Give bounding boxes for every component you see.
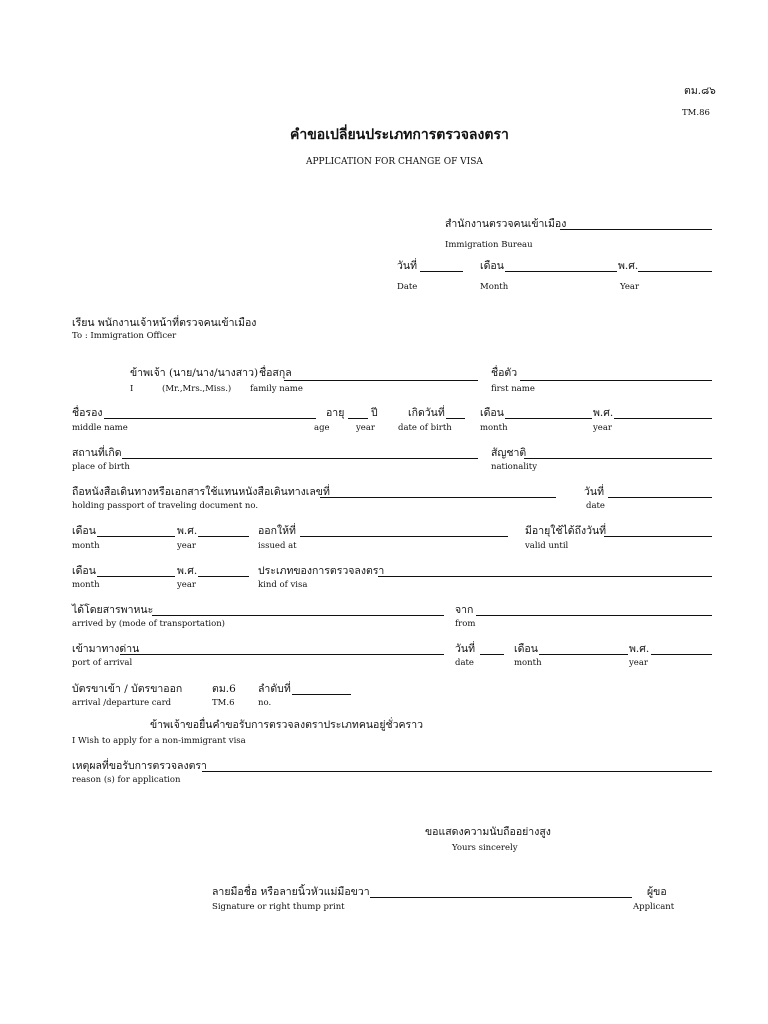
middle-name-en: middle name <box>72 423 128 433</box>
signature-thai: ลายมือชื่อ หรือลายนิ้วหัวแม่มือขวา <box>212 886 370 898</box>
issue-month-en: month <box>72 541 100 551</box>
arrival-month-thai: เดือน <box>514 643 538 655</box>
issued-at-field[interactable] <box>300 536 508 537</box>
wish-thai: ข้าพเจ้าขอยื่นคำขอรับการตรวจลงตราประเภทคนอยู่ชั่วคราว <box>150 719 423 731</box>
arrived-by-field[interactable] <box>152 615 444 616</box>
day-label-thai: วันที่ <box>397 260 417 272</box>
bureau-thai: สำนักงานตรวจคนเข้าเมือง <box>445 218 567 230</box>
kind-of-visa-thai: ประเภทของการตรวจลงตรา <box>258 565 385 577</box>
tm6-thai: ตม.6 <box>212 683 236 695</box>
from-thai: จาก <box>455 604 474 616</box>
visa-month-en: month <box>72 580 100 590</box>
port-of-arrival-field[interactable] <box>120 654 444 655</box>
visa-year-en: year <box>177 580 196 590</box>
tm6-en: TM.6 <box>212 698 235 708</box>
applicant-en: Applicant <box>633 902 675 912</box>
place-of-birth-en: place of birth <box>72 462 130 472</box>
issued-at-thai: ออกให้ที่ <box>258 525 296 537</box>
dob-month-thai: เดือน <box>480 407 504 419</box>
i-thai: ข้าพเจ้า (นาย/นาง/นางสาว) <box>130 367 259 379</box>
issue-month-thai: เดือน <box>72 525 96 537</box>
family-name-en: family name <box>250 384 303 394</box>
i-en: I <box>130 384 134 394</box>
passport-no-en: holding passport of traveling document no. <box>72 501 259 511</box>
nationality-en: nationality <box>491 462 537 472</box>
arrived-by-thai: ได้โดยสารพาหนะ <box>72 604 154 616</box>
age-thai: อายุ <box>326 407 345 419</box>
closing-en: Yours sincerely <box>452 843 518 853</box>
middle-name-field[interactable] <box>104 418 316 419</box>
arrival-date-thai: วันที่ <box>455 643 475 655</box>
month-field[interactable] <box>505 271 617 272</box>
dob-thai: เกิดวันที่ <box>408 407 445 419</box>
passport-no-field[interactable] <box>320 497 556 498</box>
from-field[interactable] <box>476 615 712 616</box>
reason-field[interactable] <box>202 771 712 772</box>
day-label-en: Date <box>397 282 418 292</box>
visa-month-field[interactable] <box>97 576 175 577</box>
kind-of-visa-en: kind of visa <box>258 580 308 590</box>
arrival-year-thai: พ.ศ. <box>629 643 650 655</box>
passport-date-field[interactable] <box>608 497 712 498</box>
visa-year-field[interactable] <box>198 576 249 577</box>
wish-en: I Wish to apply for a non-immigrant visa <box>72 736 246 746</box>
issue-year-en: year <box>177 541 196 551</box>
bureau-en: Immigration Bureau <box>445 240 533 250</box>
year-label-en: Year <box>620 282 640 292</box>
visa-year-thai: พ.ศ. <box>177 565 198 577</box>
issue-month-field[interactable] <box>97 536 175 537</box>
arrival-date-field[interactable] <box>480 654 504 655</box>
nationality-field[interactable] <box>524 458 712 459</box>
bureau-field[interactable] <box>560 229 712 230</box>
reason-thai: เหตุผลที่ขอรับการตรวจลงตรา <box>72 760 207 772</box>
day-field[interactable] <box>420 271 463 272</box>
place-of-birth-field[interactable] <box>122 458 478 459</box>
card-en: arrival /departure card <box>72 698 172 708</box>
applicant-thai: ผู้ขอ <box>647 886 667 898</box>
issue-year-field[interactable] <box>198 536 249 537</box>
age-year-thai: ปี <box>371 407 378 419</box>
arrival-year-field[interactable] <box>651 654 712 655</box>
dob-year-field[interactable] <box>614 418 712 419</box>
title-options-en: (Mr.,Mrs.,Miss.) <box>162 384 232 394</box>
card-no-thai: ลำดับที่ <box>258 683 291 695</box>
form-code-thai: ตม.๘๖ <box>684 85 716 97</box>
issued-at-en: issued at <box>258 541 297 551</box>
place-of-birth-thai: สถานที่เกิด <box>72 447 122 459</box>
arrival-year-en: year <box>629 658 648 668</box>
card-thai: บัตรขาเข้า / บัตรขาออก <box>72 683 183 695</box>
signature-en: Signature or right thump print <box>212 902 345 912</box>
dob-month-en: month <box>480 423 508 433</box>
card-no-field[interactable] <box>292 694 351 695</box>
title-en: APPLICATION FOR CHANGE OF VISA <box>306 157 483 167</box>
nationality-thai: สัญชาติ <box>491 447 527 459</box>
year-field[interactable] <box>638 271 712 272</box>
middle-name-thai: ชื่อรอง <box>72 407 103 419</box>
reason-en: reason (s) for application <box>72 775 181 785</box>
visa-month-thai: เดือน <box>72 565 96 577</box>
arrived-by-en: arrived by (mode of transportation) <box>72 619 225 629</box>
closing-thai: ขอแสดงความนับถืออย่างสูง <box>425 826 551 838</box>
dob-year-thai: พ.ศ. <box>593 407 614 419</box>
port-of-arrival-thai: เข้ามาทางด่าน <box>72 643 140 655</box>
passport-date-thai: วันที่ <box>584 486 604 498</box>
to-thai: เรียน พนักงานเจ้าหน้าที่ตรวจคนเข้าเมือง <box>72 317 257 329</box>
first-name-en: first name <box>491 384 535 394</box>
age-en: age <box>314 423 330 433</box>
family-name-thai: ชื่อสกุล <box>259 367 292 379</box>
dob-en: date of birth <box>398 423 452 433</box>
month-label-en: Month <box>480 282 509 292</box>
passport-no-thai: ถือหนังสือเดินทางหรือเอกสารใช้แทนหนังสือเดินทางเลขที่ <box>72 486 330 498</box>
issue-year-thai: พ.ศ. <box>177 525 198 537</box>
valid-until-en: valid until <box>525 541 569 551</box>
family-name-field[interactable] <box>284 380 478 381</box>
dob-year-en: year <box>593 423 612 433</box>
port-of-arrival-en: port of arrival <box>72 658 133 668</box>
from-en: from <box>455 619 476 629</box>
passport-date-en: date <box>586 501 605 511</box>
form-code: TM.86 <box>682 108 710 118</box>
arrival-month-field[interactable] <box>539 654 628 655</box>
dob-day-field[interactable] <box>446 418 465 419</box>
signature-field[interactable] <box>370 897 632 898</box>
age-year-en: year <box>356 423 375 433</box>
first-name-thai: ชื่อตัว <box>491 367 518 379</box>
arrival-date-en: date <box>455 658 474 668</box>
dob-month-field[interactable] <box>505 418 592 419</box>
valid-until-field[interactable] <box>604 536 712 537</box>
card-no-en: no. <box>258 698 272 708</box>
month-label-thai: เดือน <box>480 260 504 272</box>
valid-until-thai: มีอายุใช้ได้ถึงวันที่ <box>525 525 607 537</box>
title-thai: คำขอเปลี่ยนประเภทการตรวจลงตรา <box>290 127 509 143</box>
to-en: To : Immigration Officer <box>72 331 177 341</box>
kind-of-visa-field[interactable] <box>378 576 712 577</box>
year-label-thai: พ.ศ. <box>618 260 639 272</box>
arrival-month-en: month <box>514 658 542 668</box>
first-name-field[interactable] <box>520 380 712 381</box>
age-field[interactable] <box>348 418 368 419</box>
